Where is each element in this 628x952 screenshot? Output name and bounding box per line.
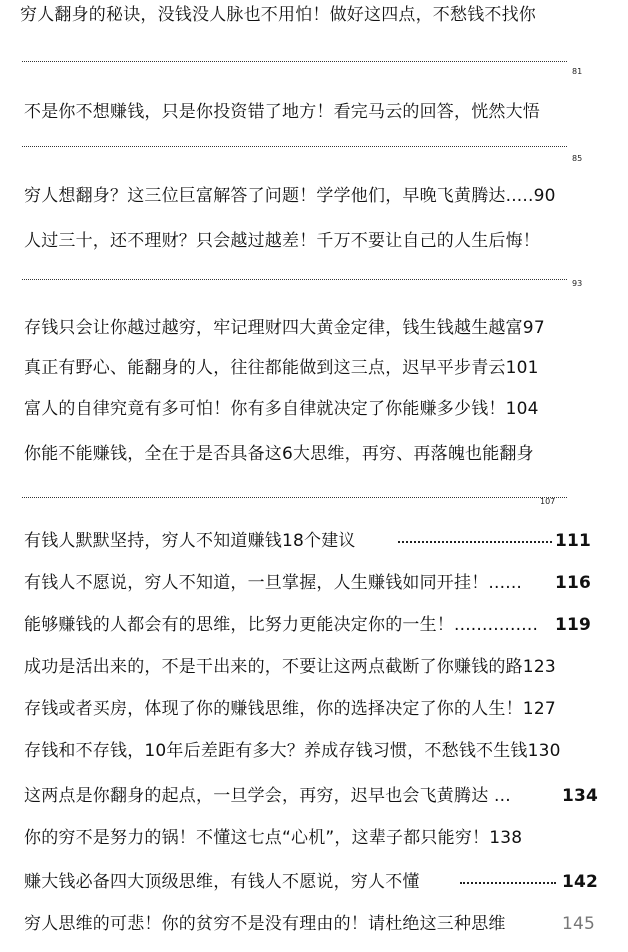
toc-entry-page: 107 (540, 497, 556, 506)
toc-entry-title: 不是你不想赚钱，只是你投资错了地方！看完马云的回答，恍然大悟 (24, 102, 540, 122)
toc-entry-page: 93 (572, 279, 583, 288)
toc-entry-title: 穷人思维的可悲！你的贫穷不是没有理由的！请杜绝这三种思维 (24, 914, 506, 934)
toc-entry: 穷人想翻身？这三位巨富解答了问题！学学他们，早晚飞黄腾达.....90 (24, 186, 556, 206)
toc-entry-title: 这两点是你翻身的起点，一旦学会，再穷，迟早也会飞黄腾达 ... (24, 786, 511, 806)
dotted-leader (460, 882, 556, 884)
dotted-leader (22, 497, 567, 498)
dotted-leader (22, 61, 567, 62)
toc-entry-page: 111 (555, 531, 592, 551)
toc-entry-page: 119 (555, 615, 592, 635)
toc-entry-page: 145 (562, 914, 596, 934)
toc-entry-title: 有钱人默默坚持，穷人不知道赚钱18个建议 (24, 531, 356, 551)
toc-entry: 存钱和不存钱，10年后差距有多大？养成存钱习惯，不愁钱不生钱130 (24, 741, 561, 761)
toc-entry-title: 人过三十，还不理财？只会越过越差！千万不要让自己的人生后悔！ (24, 231, 540, 251)
toc-entry-page: 142 (562, 872, 599, 892)
toc-entry: 成功是活出来的，不是干出来的，不要让这两点截断了你赚钱的路123 (24, 657, 556, 677)
dotted-leader (22, 146, 567, 147)
dotted-leader (398, 541, 552, 543)
toc-entry-page: 116 (555, 573, 592, 593)
dotted-leader (22, 279, 567, 280)
toc-entry-title: 有钱人不愿说，穷人不知道，一旦掌握，人生赚钱如同开挂！...... (24, 573, 523, 593)
toc-entry: 富人的自律究竟有多可怕！你有多自律就决定了你能赚多少钱！104 (24, 399, 539, 419)
toc-entry: 你的穷不是努力的锅！不懂这七点“心机”，这辈子都只能穷！138 (24, 828, 523, 848)
toc-entry-title: 你能不能赚钱，全在于是否具备这6大思维，再穷、再落魄也能翻身 (24, 444, 534, 464)
toc-entry-title: 赚大钱必备四大顶级思维，有钱人不愿说，穷人不懂 (24, 872, 420, 892)
toc-entry: 存钱或者买房，体现了你的赚钱思维，你的选择决定了你的人生！127 (24, 699, 556, 719)
toc-entry-page: 81 (572, 67, 583, 76)
toc-entry: 真正有野心、能翻身的人，往往都能做到这三点，迟早平步青云101 (24, 358, 539, 378)
toc-entry-title: 穷人翻身的秘诀，没钱没人脉也不用怕！做好这四点，不愁钱不找你 (20, 5, 536, 25)
toc-entry-page: 134 (562, 786, 599, 806)
toc-entry-page: 85 (572, 154, 583, 163)
toc-entry: 存钱只会让你越过越穷，牢记理财四大黄金定律，钱生钱越生越富97 (24, 318, 545, 338)
toc-entry-title: 能够赚钱的人都会有的思维，比努力更能决定你的一生！............... (24, 615, 539, 635)
